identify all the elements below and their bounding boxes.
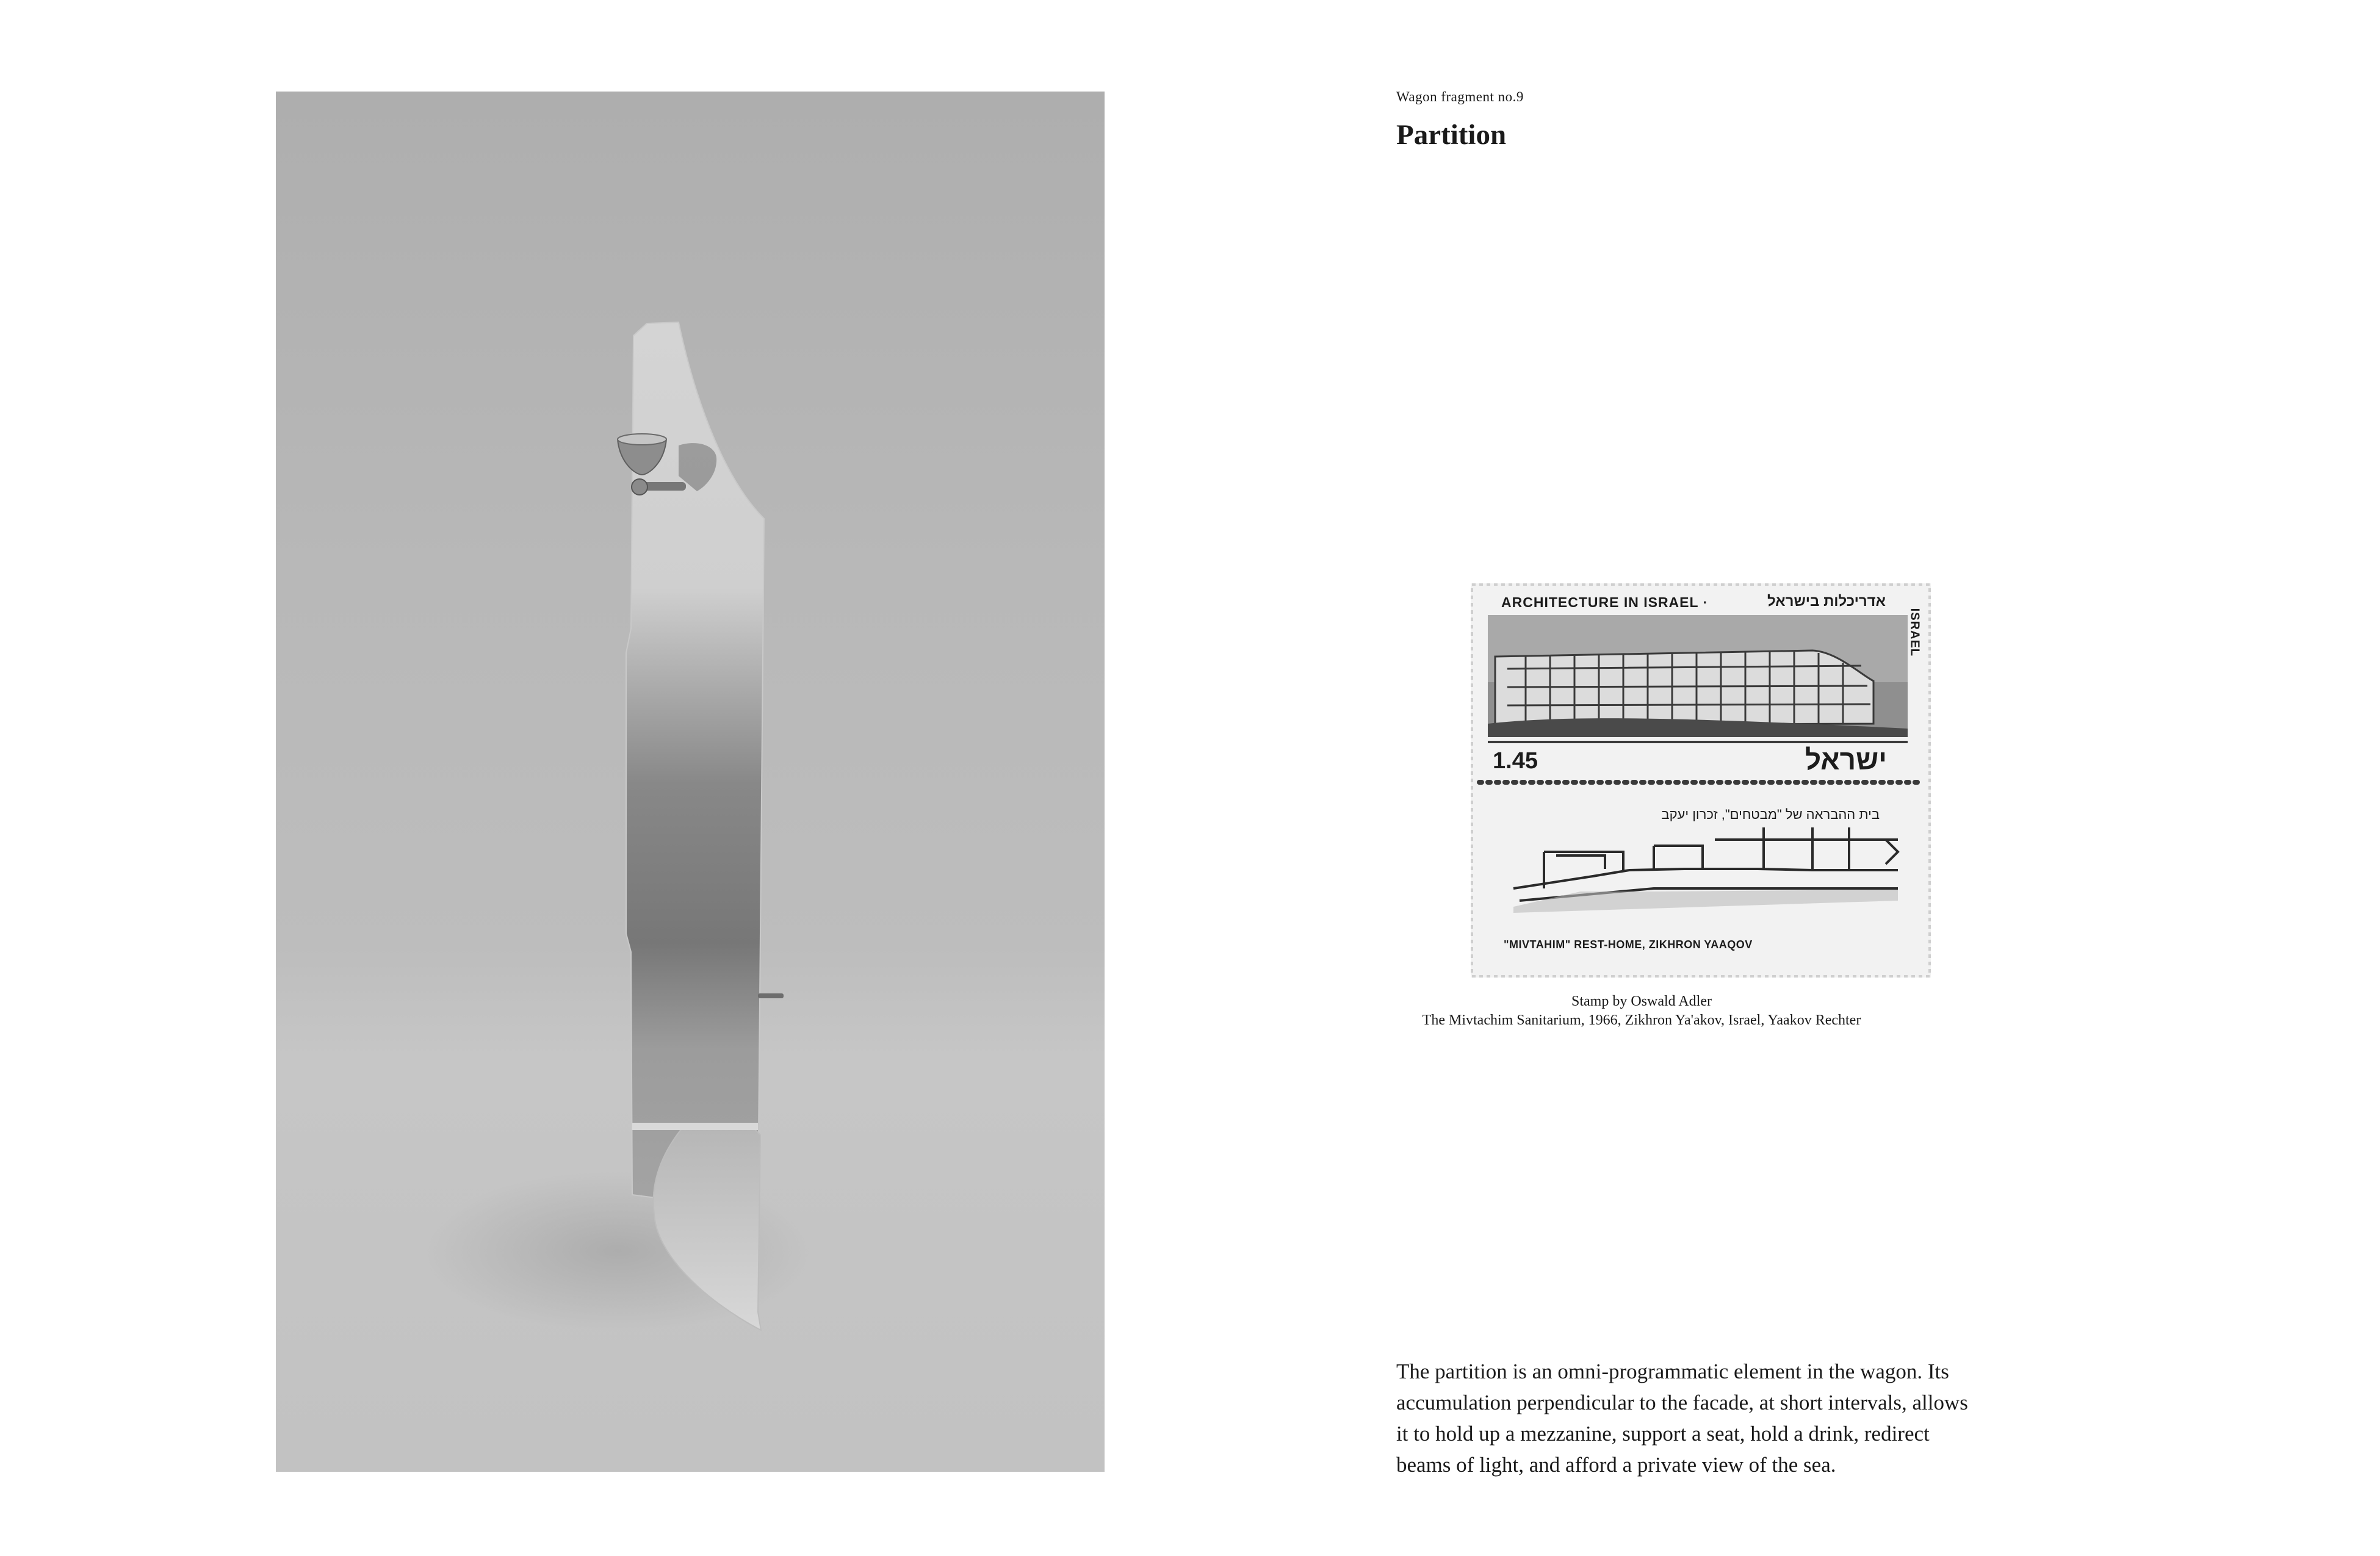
body-line: accumulation perpendicular to the facade, at short intervals, allows <box>1396 1391 1968 1414</box>
page-title: Partition <box>1396 119 1507 151</box>
cup-holder-rim <box>618 434 666 445</box>
caption-line-2: The Mivtachim Sanitarium, 1966, Zikhron Ya'akov, Israel, Yaakov Rechter <box>1422 1012 1861 1028</box>
stamp-section-drawing <box>1513 827 1898 901</box>
postage-stamp-image <box>1471 583 1931 978</box>
partition-render-image <box>276 92 1105 1472</box>
body-paragraph <box>1396 1356 2055 1480</box>
section-kicker: Wagon fragment no.9 <box>1396 89 1524 104</box>
cup-holder-knob <box>632 479 647 495</box>
stamp-value: 1.45 <box>1493 748 1538 774</box>
partition-render-drawing <box>276 92 1105 1472</box>
stamp-artwork <box>1471 583 1931 978</box>
stamp-caption-hebrew: בית ההבראה של "מבטחים", זכרון יעקב <box>1661 807 1880 822</box>
body-line: The partition is an omni-programmatic element in the wagon. Its <box>1396 1360 1949 1383</box>
stamp-credit-caption <box>1349 992 1935 1030</box>
partition-slot <box>632 1123 758 1130</box>
stamp-top-label-hebrew: אדריכלות בישראל <box>1767 593 1886 610</box>
stamp-side-label: ISRAEL <box>1908 608 1921 657</box>
caption-line-1: Stamp by Oswald Adler <box>1571 993 1712 1009</box>
stamp-caption: "MIVTAHIM" REST-HOME, ZIKHRON YAAQOV <box>1504 938 1753 951</box>
stamp-top-label: ARCHITECTURE IN ISRAEL · <box>1501 594 1709 610</box>
body-line: it to hold up a mezzanine, support a seat, hold a drink, redirect <box>1396 1422 1930 1446</box>
partition-hook <box>758 993 784 998</box>
stamp-country-hebrew: ישראל <box>1805 744 1887 776</box>
body-line: beams of light, and afford a private view of the sea. <box>1396 1453 1836 1477</box>
